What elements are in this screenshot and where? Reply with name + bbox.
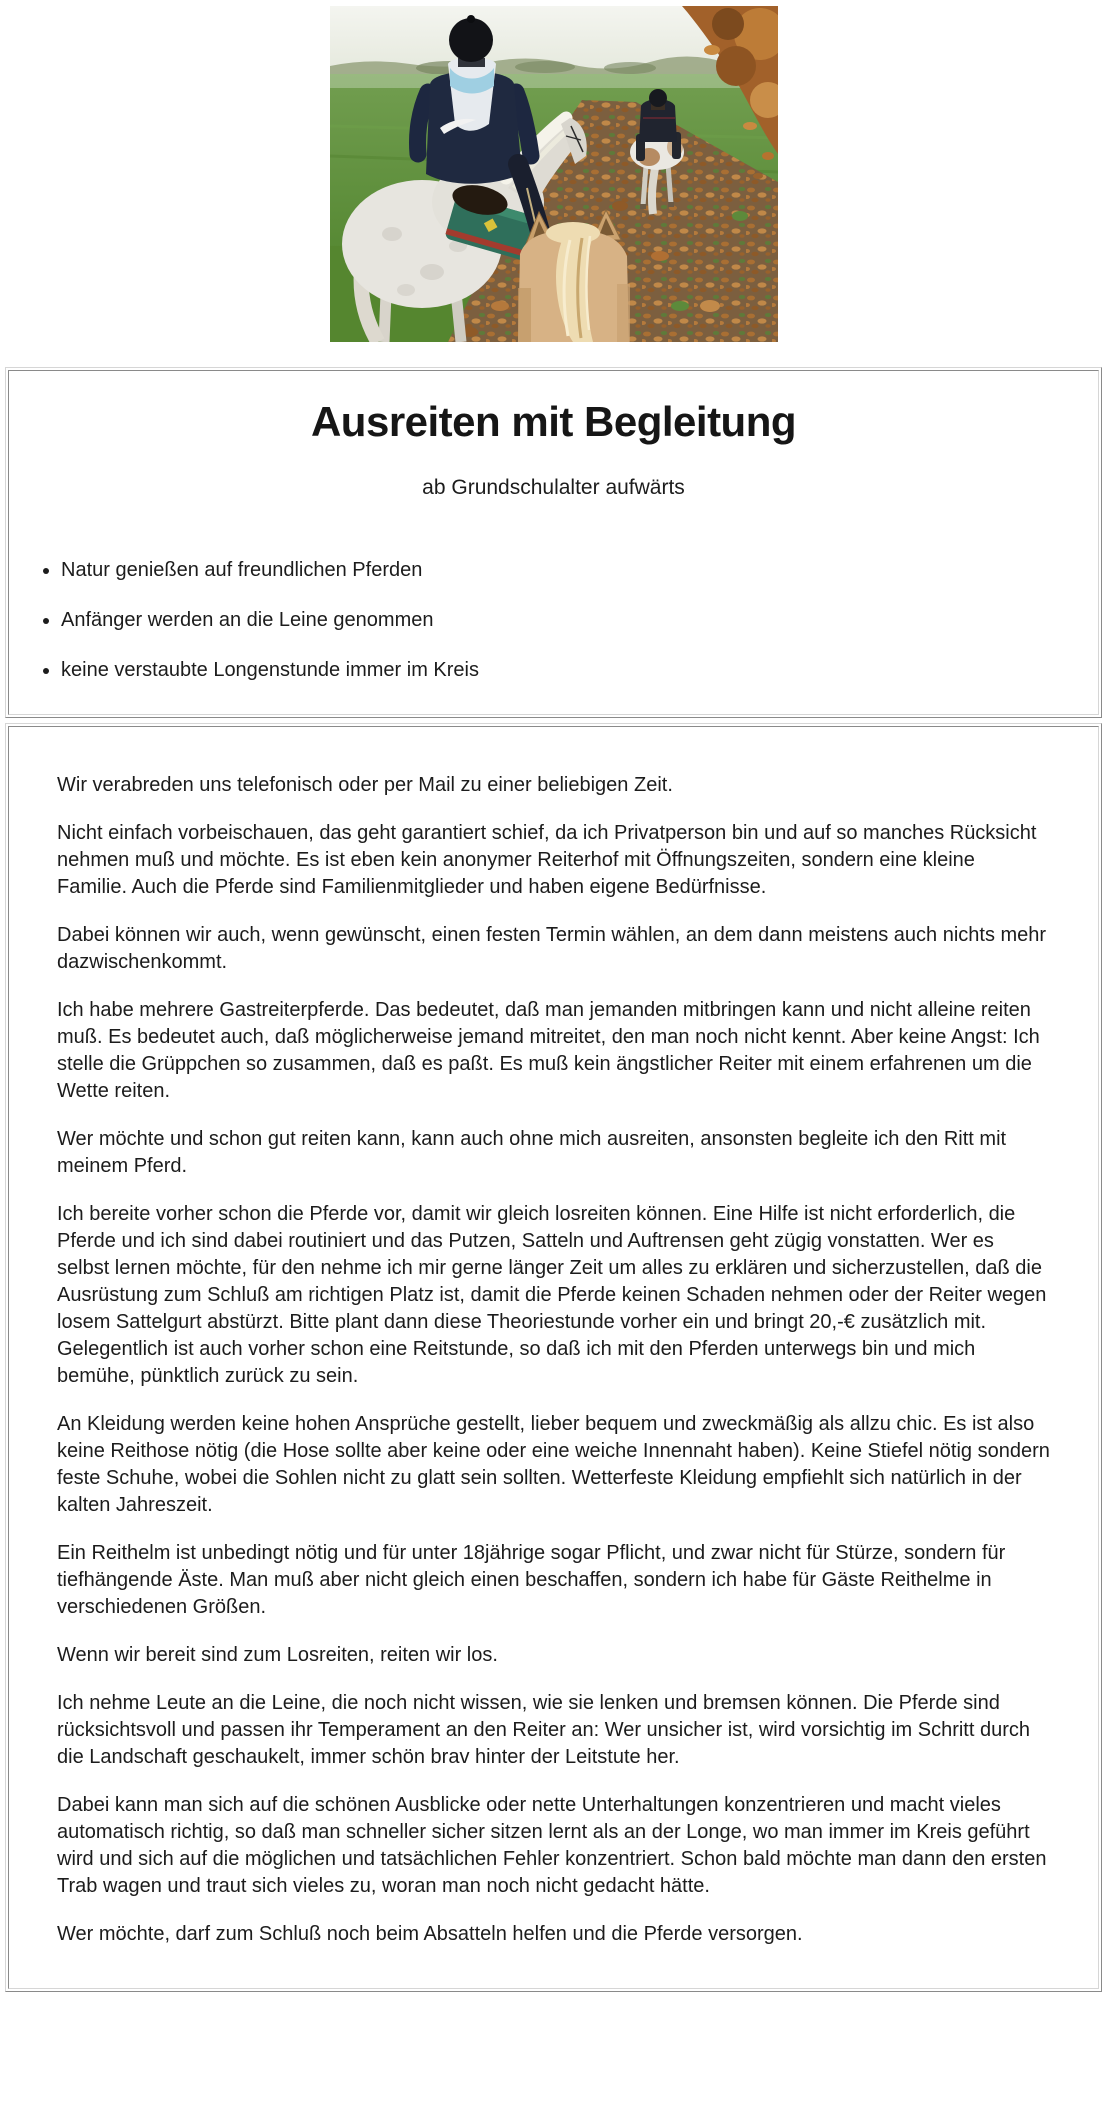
paragraph: Ein Reithelm ist unbedingt nötig und für unter 18jährige sogar Pflicht, und zwar nicht für Stürze, sondern für tiefhängende Äste. Man muß aber nicht gleich einen beschaffen, sondern ich habe für Gäste Reithelme in verschiedenen Größen. xyxy=(57,1542,1006,1618)
trail-ride-photo-svg xyxy=(330,6,778,342)
trail-ride-photo xyxy=(330,6,778,342)
paragraph: Wer möchte und schon gut reiten kann, kann auch ohne mich ausreiten, ansonsten begleite ich den Ritt mit meinem Pferd. xyxy=(57,1128,1007,1177)
main-text-content xyxy=(9,727,1098,1988)
paragraph: Ich habe mehrere Gastreiterpferde. Das bedeutet, daß man jemanden mitbringen kann und nicht alleine reiten muß. Es bedeutet auch, daß möglicherweise jemand mitreitet, den man noch nicht kennt. Aber keine Angst: Ich stelle die Grüppchen so zusammen, daß es paßt. Es muß kein ängstlicher Reiter mit einem erfahrenen um die Wette reiten. xyxy=(57,999,1040,1102)
list-item: • Anfänger werden an die Leine genommen xyxy=(61,607,1078,634)
paragraph-part: Ich bereite vorher schon die Pferde vor, damit wir gleich losreiten können. Eine Hilfe ist nicht erforderlich, die Pferde und ich sind dabei routiniert und das Putzen, Satteln und Auftrensen geht zügig vonstatten. Wer es selbst lernen möchte, für den nehme ich mir gerne länger Zeit um alles zu erklären und sicherzustellen, daß die Ausrüstung zum Schluß am richtigen Platz ist, damit die Pferde keinen Schaden nehmen oder der Reiter wegen losem Sattelgurt abstürzt. Bitte plant dann diese Theoriestunde vorher ein und bringt 20,-€ zusätzlich mit. xyxy=(57,1203,1047,1333)
intro-bullet-list xyxy=(29,557,1078,684)
page-subtitle: ab Grundschulalter aufwärts xyxy=(422,476,685,499)
paragraph: Ich nehme Leute an die Leine, die noch nicht wissen, wie sie lenken und bremsen können. Die Pferde sind rücksichtsvoll und passen ihr Temperament an den Reiter an: Wer unsicher ist, wird vorsichtig im Schritt durch die Landschaft geschaukelt, immer schön brav hinter der Leitstute her. xyxy=(57,1692,1030,1768)
foreground-horse-head xyxy=(518,210,630,342)
paragraph: Dabei kann man sich auf die schönen Ausblicke oder nette Unterhaltungen konzentrieren und macht vieles automatisch richtig, so daß man schneller sicher sitzen lernt als an der Longe, wo man immer im Kreis geführt wird und sich auf die möglichen und tatsächlichen Fehler konzentriert. Schon bald möchte man dann den ersten Trab wagen und traut sich vieles zu, woran man noch nicht gedacht hätte. xyxy=(57,1794,1047,1897)
intro-box xyxy=(5,367,1102,718)
paragraph xyxy=(57,1201,1050,1390)
list-item: • keine verstaubte Longenstunde immer im Kreis xyxy=(61,657,1078,684)
paragraph: Wer möchte, darf zum Schluß noch beim Absatteln helfen und die Pferde versorgen. xyxy=(57,1923,803,1945)
paragraph-part: Gelegentlich ist auch vorher schon eine Reitstunde, so daß ich mit den Pferden unterwegs bin und mich bemühe, pünktlich zurück zu sein. xyxy=(57,1338,976,1387)
paragraph: Wir verabreden uns telefonisch oder per Mail zu einer beliebigen Zeit. xyxy=(57,774,673,796)
main-text-box xyxy=(5,723,1102,1992)
paragraph: Nicht einfach vorbeischauen, das geht garantiert schief, da ich Privatperson bin und auf so manches Rücksicht nehmen muß und möchte. Es ist eben kein anonymer Reiterhof mit Öffnungszeiten, sondern eine kleine Familie. Auch die Pferde sind Familienmitglieder und haben eigene Bedürfnisse. xyxy=(57,822,1037,898)
list-item: • Natur genießen auf freundlichen Pferden xyxy=(61,557,1078,584)
paragraph: Wenn wir bereit sind zum Losreiten, reiten wir los. xyxy=(57,1644,498,1666)
paragraph: An Kleidung werden keine hohen Ansprüche gestellt, lieber bequem und zweckmäßig als allzu chic. Es ist also keine Reithose nötig (die Hose sollte aber keine oder eine weiche Innennaht haben). Keine Stiefel nötig sondern feste Schuhe, wobei die Sohlen nicht zu glatt sein sollten. Wetterfeste Kleidung empfiehlt sich natürlich in der kalten Jahreszeit. xyxy=(57,1413,1050,1516)
page-title: Ausreiten mit Begleitung xyxy=(310,398,797,445)
paragraph: Dabei können wir auch, wenn gewünscht, einen festen Termin wählen, an dem dann meistens auch nichts mehr dazwischenkommt. xyxy=(57,924,1047,973)
